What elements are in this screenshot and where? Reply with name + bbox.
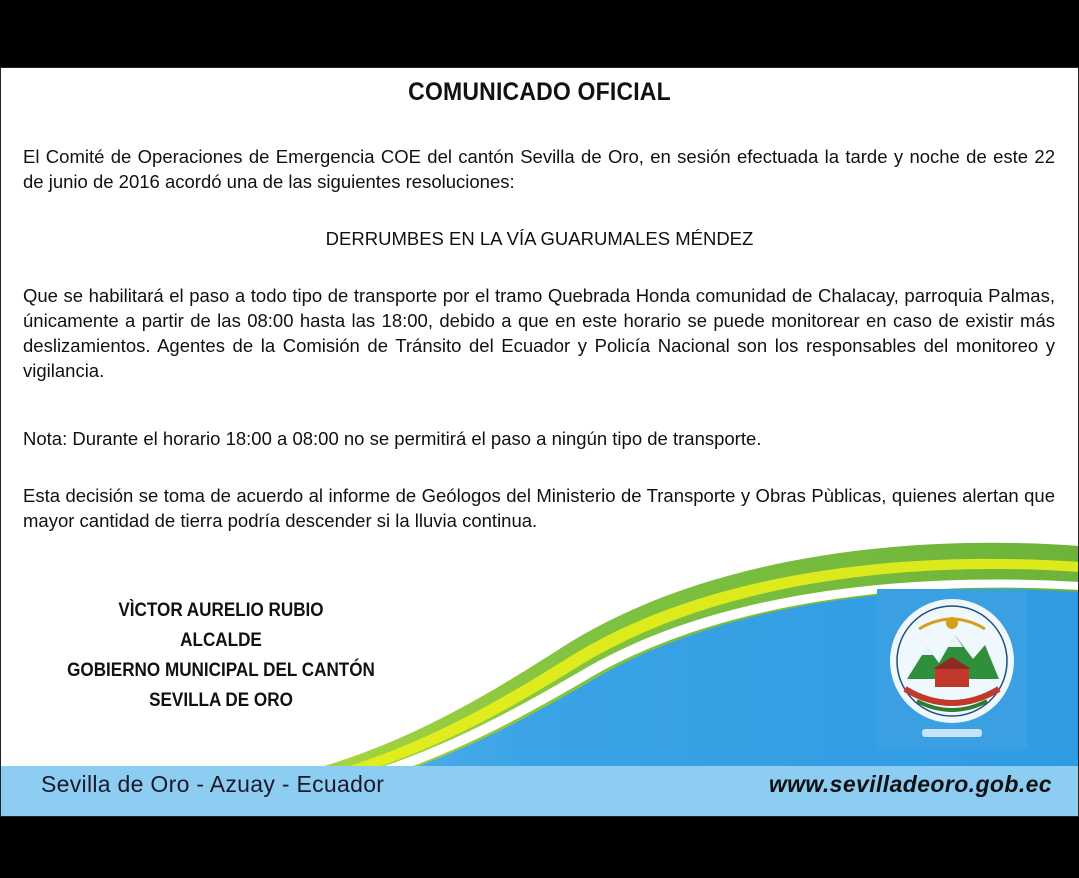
signatory-place: SEVILLA DE ORO [149,690,293,711]
municipal-seal-icon [877,589,1027,749]
resolution-subject: DERRUMBES EN LA VÍA GUARUMALES MÉNDEZ [325,228,754,249]
night-closure-note: Nota: Durante el horario 18:00 a 08:00 no se permitirá el paso a ningún tipo de transporte. [23,428,762,449]
signatory-role: ALCALDE [180,630,262,651]
signatory-org: GOBIERNO MUNICIPAL DEL CANTÓN [67,660,375,681]
signatory-name: VÌCTOR AURELIO RUBIO [118,600,324,621]
footer-website-link[interactable]: www.sevilladeoro.gob.ec [768,771,1052,797]
intro-paragraph: El Comité de Operaciones de Emergencia COE del cantón Sevilla de Oro, en sesión efectuada la tarde y noche de este 22 de junio de 2016 acordó una de las siguientes resoluciones: [23,146,1055,192]
resolution-body: Que se habilitará el paso a todo tipo de transporte por el tramo Quebrada Honda comunidad de Chalacay, parroquia Palmas, únicamente a partir de las 08:00 hasta las 18:00, debido a que en este horario se puede monitorear en caso de existir más deslizamientos. Agentes de la Comisión de Tránsito del Ecuador y Policía Nacional son los responsables del monitoreo y vigilancia. [23,285,1055,381]
closing-paragraph: Esta decisión se toma de acuerdo al informe de Geólogos del Ministerio de Transporte y Obras Pùblicas, quienes alertan que mayor cantidad de tierra podría descender si la lluvia continua. [23,485,1055,531]
footer-location: Sevilla de Oro - Azuay - Ecuador [41,771,385,797]
official-notice [0,67,1079,817]
signature-block [59,596,383,716]
notice-title: COMUNICADO OFICIAL [408,78,671,106]
